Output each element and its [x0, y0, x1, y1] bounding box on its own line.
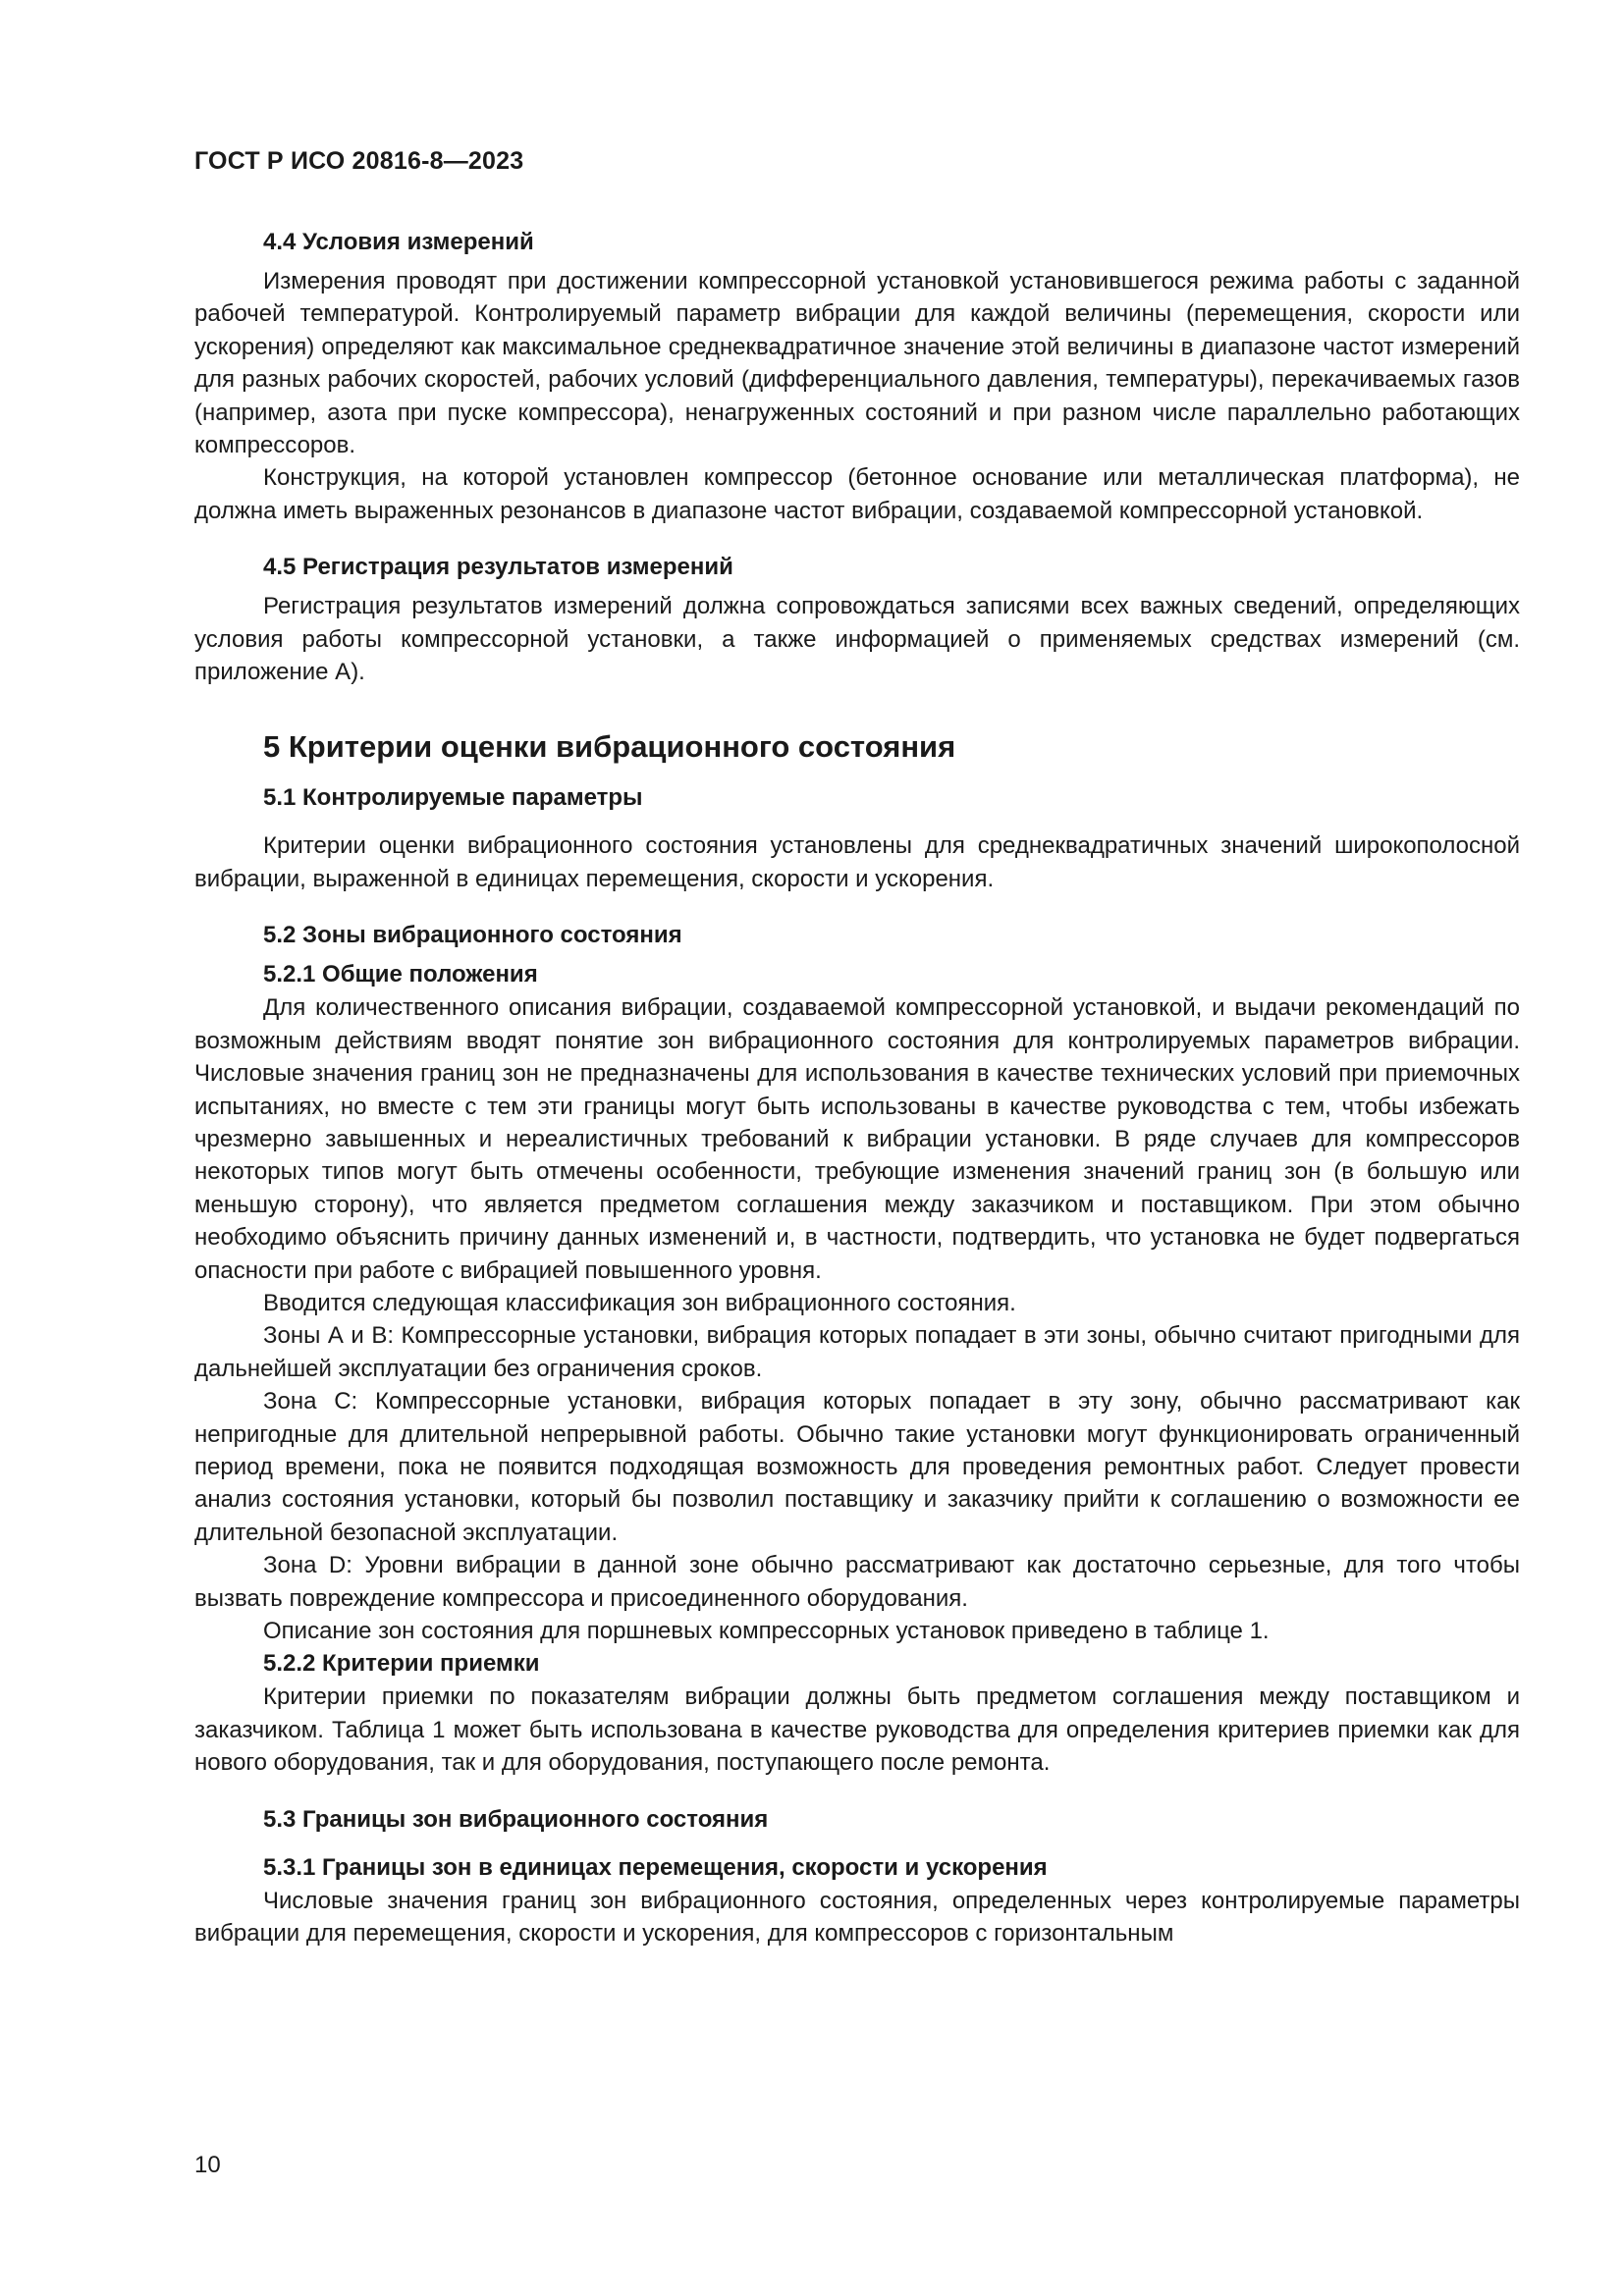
page-number: 10 [194, 2152, 221, 2178]
section-4-5-title: 4.5 Регистрация результатов измерений [263, 554, 733, 581]
section-5-2-1-title: 5.2.1 Общие положения [263, 961, 538, 988]
section-5-3-1-paragraph-1: Числовые значения границ зон вибрационного состояния, определенных через контролируемые параметры вибрации для перемещения, скорости и ускорения, для компрессоров с горизонтальным [194, 1887, 1520, 1948]
section-5-2-1-paragraph-6: Описание зон состояния для поршневых компрессорных установок приведено в таблице 1. [263, 1618, 1270, 1644]
section-5-title: 5 Критерии оценки вибрационного состояния [263, 729, 956, 765]
section-5-3-1-title: 5.3.1 Границы зон в единицах перемещения, скорости и ускорения [263, 1853, 1048, 1881]
section-5-2-2-title: 5.2.2 Критерии приемки [263, 1650, 540, 1678]
section-5-3-title: 5.3 Границы зон вибрационного состояния [263, 1805, 769, 1833]
section-5-2-title: 5.2 Зоны вибрационного состояния [263, 922, 682, 949]
section-5-2-1-paragraph-2: Вводится следующая классификация зон вибрационного состояния. [263, 1289, 1016, 1316]
document-code-header: ГОСТ Р ИСО 20816-8—2023 [194, 147, 524, 175]
section-5-2-1-paragraph-3: Зоны А и В: Компрессорные установки, вибрация которых попадает в эти зоны, обычно считают пригодными для дальнейшей эксплуатации без ограничения сроков. [194, 1322, 1520, 1382]
section-4-4-paragraph-2: Конструкция, на которой установлен компрессор (бетонное основание или металлическая платформа), не должна иметь выраженных резонансов в диапазоне частот вибрации, создаваемой компрессорной установкой. [194, 464, 1520, 524]
section-5-2-1-paragraph-5: Зона D: Уровни вибрации в данной зоне обычно рассматривают как достаточно серьезные, для того чтобы вызвать повреждение компрессора и присоединенного оборудования. [194, 1552, 1520, 1612]
section-4-4-title: 4.4 Условия измерений [263, 229, 534, 255]
section-5-1-paragraph-1: Критерии оценки вибрационного состояния установлены для среднеквадратичных значений широкополосной вибрации, выраженной в единицах перемещения, скорости и ускорения. [194, 832, 1520, 892]
section-5-2-1-paragraph-1: Для количественного описания вибрации, создаваемой компрессорной установкой, и выдачи рекомендаций по возможным действиям вводят понятие зон вибрационного состояния для контролируемых параметров вибрации. Числовые значения границ зон не предназначены для использования в качестве технических условий при приемочных испытаниях, но вместе с тем эти границы могут быть использованы в качестве руководства с тем, чтобы избежать чрезмерно завышенных и нереалистичных требований к вибрации установки. В ряде случаев для компрессоров некоторых типов могут быть отмечены особенности, требующие изменения значений границ зон (в большую или меньшую сторону), что является предметом соглашения между заказчиком и поставщиком. При этом обычно необходимо объяснить причину данных изменений и, в частности, подтвердить, что установка не будет подвергаться опасности при работе с вибрацией повышенного уровня. [194, 994, 1520, 1284]
section-5-1-title: 5.1 Контролируемые параметры [263, 784, 643, 812]
page-content [194, 226, 1520, 1949]
section-5-2-2-paragraph-1: Критерии приемки по показателям вибрации должны быть предметом соглашения между поставщиком и заказчиком. Таблица 1 может быть использована в качестве руководства для определения критериев приемки как для нового оборудования, так и для оборудования, поступающего после ремонта. [194, 1683, 1520, 1777]
section-4-4-paragraph-1: Измерения проводят при достижении компрессорной установкой установившегося режима работы с заданной рабочей температурой. Контролируемый параметр вибрации для каждой величины (перемещения, скорости или ускорения) определяют как максимальное среднеквадратичное значение этой величины в диапазоне частот измерений для разных рабочих скоростей, рабочих условий (дифференциального давления, температуры), перекачиваемых газов (например, азота при пуске компрессора), ненагруженных состояний и при разном числе параллельно работающих компрессоров. [194, 268, 1520, 459]
section-5-2-1-paragraph-4: Зона С: Компрессорные установки, вибрация которых попадает в эту зону, обычно рассматривают как непригодные для длительной непрерывной работы. Обычно такие установки могут функционировать ограниченный период времени, пока не появится подходящая возможность для проведения ремонтных работ. Следует провести анализ состояния установки, который бы позволил поставщику и заказчику прийти к соглашению о возможности ее длительной безопасной эксплуатации. [194, 1388, 1520, 1546]
section-4-5-paragraph-1: Регистрация результатов измерений должна сопровождаться записями всех важных сведений, определяющих условия работы компрессорной установки, а также информацией о применяемых средствах измерений (см. приложение А). [194, 593, 1520, 686]
